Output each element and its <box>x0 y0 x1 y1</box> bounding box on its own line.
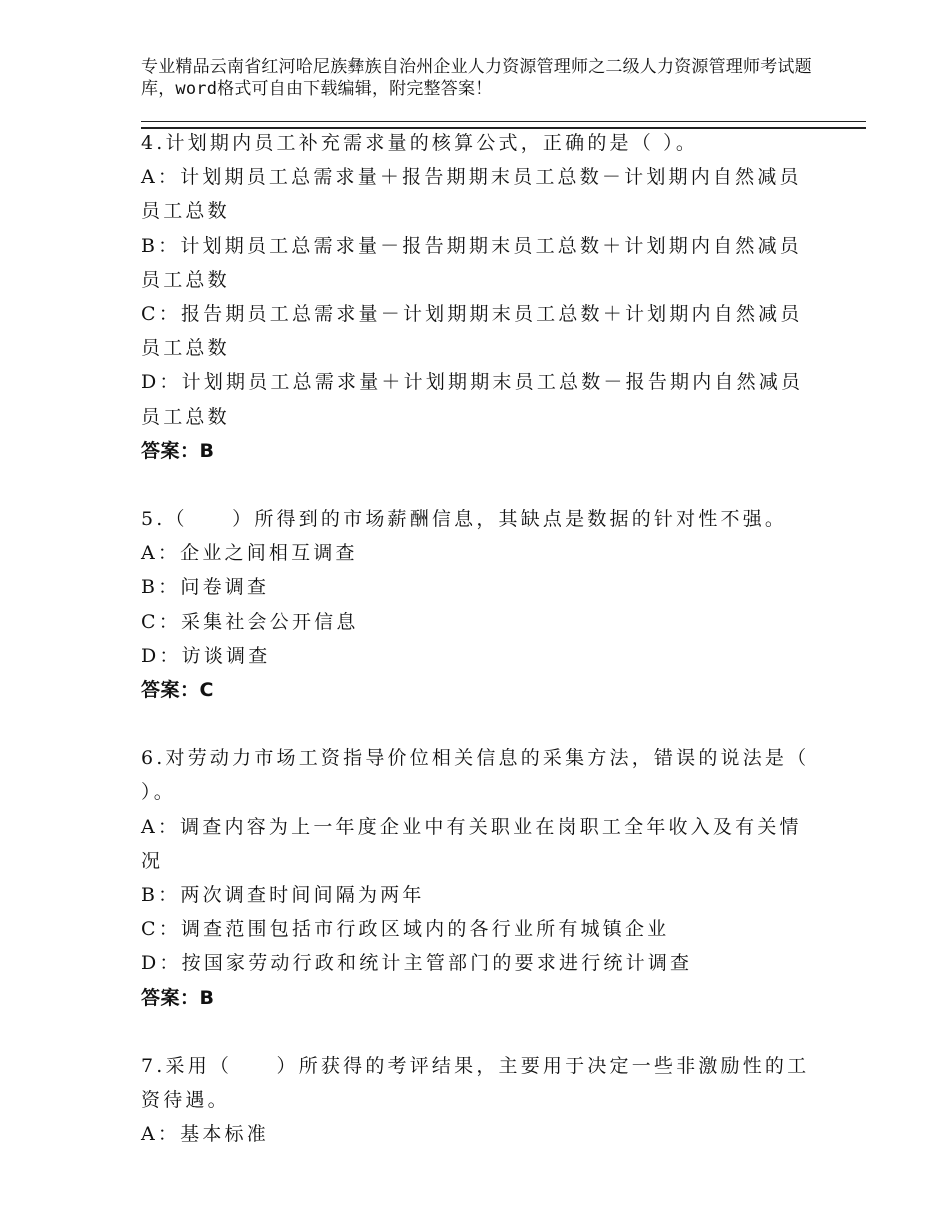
option-d: D：计划期员工总需求量＋计划期期末员工总数－报告期内自然减员员工总数 <box>141 371 804 428</box>
option-b: B：两次调查时间间隔为两年 <box>141 884 425 907</box>
option-d: D：访谈调查 <box>141 644 271 667</box>
option-c: C：报告期员工总需求量－计划期期末员工总数＋计划期内自然减员员工总数 <box>141 303 803 360</box>
option-c: C：调查范围包括市行政区域内的各行业所有城镇企业 <box>141 918 670 941</box>
question-4 <box>141 126 811 468</box>
question-list <box>141 126 811 1185</box>
question-stem: 6.对劳动力市场工资指导价位相关信息的采集方法，错误的说法是（ ）。 <box>141 747 810 804</box>
question-5 <box>141 502 811 707</box>
question-stem: 5.（ ）所得到的市场薪酬信息，其缺点是数据的针对性不强。 <box>141 508 788 531</box>
option-c: C：采集社会公开信息 <box>141 610 359 633</box>
question-stem: 7.采用（ ）所获得的考评结果，主要用于决定一些非激励性的工资待遇。 <box>141 1054 810 1112</box>
option-a: A：企业之间相互调查 <box>141 542 358 565</box>
question-7 <box>141 1049 811 1152</box>
answer: 答案：B <box>141 986 215 1009</box>
option-b: B：计划期员工总需求量－报告期期末员工总数＋计划期内自然减员员工总数 <box>141 234 802 291</box>
answer: 答案：B <box>141 439 215 462</box>
option-b: B：问卷调查 <box>141 576 270 599</box>
question-6 <box>141 741 811 1015</box>
option-a: A：基本标准 <box>141 1123 269 1146</box>
document-header: 专业精品云南省红河哈尼族彝族自治州企业人力资源管理师之二级人力资源管理师考试题库，word格式可自由下载编辑，附完整答案！ <box>141 57 812 99</box>
question-stem: 4.计划期内员工补充需求量的核算公式，正确的是（ ）。 <box>141 132 699 154</box>
answer: 答案：C <box>141 679 214 702</box>
option-a: A：调查内容为上一年度企业中有关职业在岗职工全年收入及有关情况 <box>141 815 802 872</box>
option-d: D：按国家劳动行政和统计主管部门的要求进行统计调查 <box>141 952 693 975</box>
option-a: A：计划期员工总需求量＋报告期期末员工总数－计划期内自然减员员工总数 <box>141 166 802 223</box>
